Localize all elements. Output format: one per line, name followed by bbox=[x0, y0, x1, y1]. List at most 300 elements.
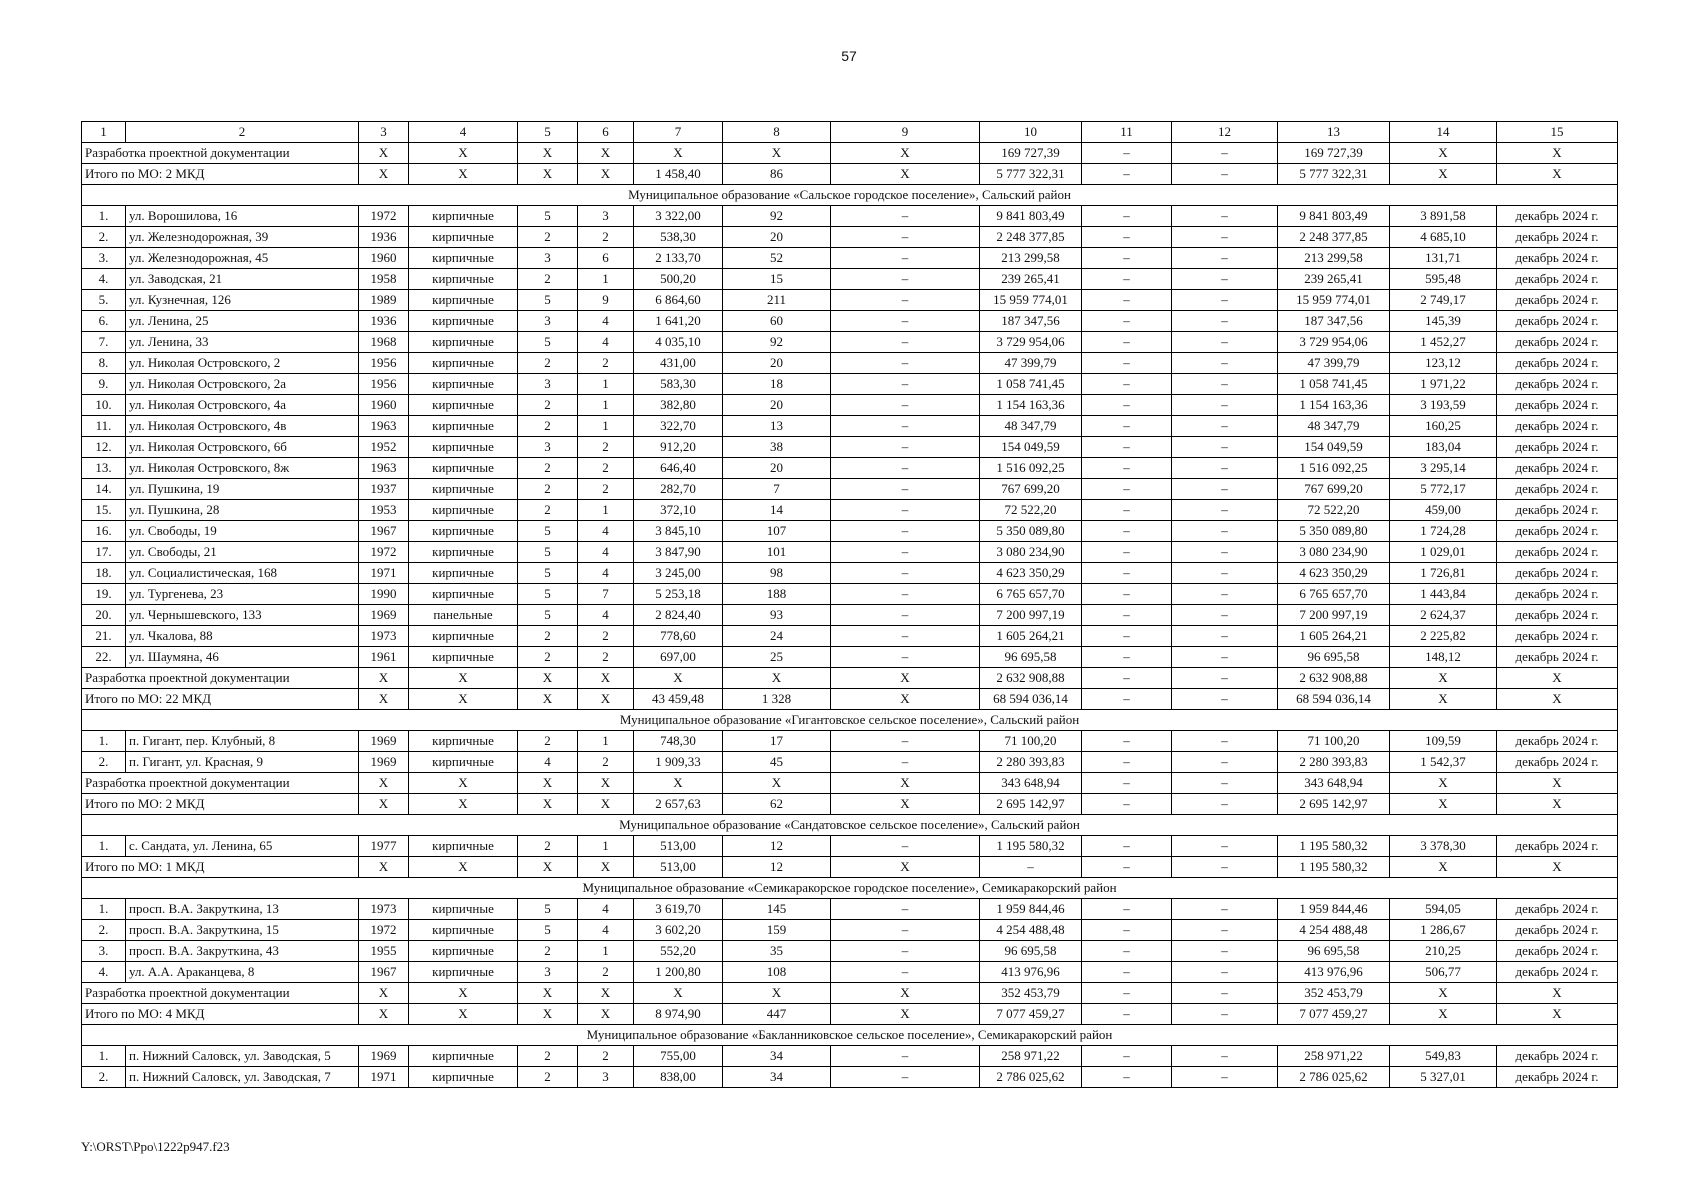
data-cell: 1972 bbox=[359, 206, 409, 227]
summary-cell: 2 695 142,97 bbox=[1278, 794, 1390, 815]
table-row bbox=[82, 290, 1618, 311]
summary-label: Итого по МО: 2 МКД bbox=[82, 164, 359, 185]
data-cell: 2 bbox=[578, 962, 634, 983]
data-cell: 382,80 bbox=[634, 395, 723, 416]
summary-row bbox=[82, 857, 1618, 878]
data-cell: – bbox=[831, 626, 980, 647]
column-number-cell: 3 bbox=[359, 122, 409, 143]
data-cell: – bbox=[1172, 290, 1278, 311]
summary-cell: 43 459,48 bbox=[634, 689, 723, 710]
summary-cell: X bbox=[359, 983, 409, 1004]
data-cell: – bbox=[1082, 311, 1172, 332]
data-cell: 15. bbox=[82, 500, 126, 521]
data-cell: – bbox=[831, 941, 980, 962]
table-row bbox=[82, 836, 1618, 857]
summary-cell: – bbox=[1082, 164, 1172, 185]
data-cell: декабрь 2024 г. bbox=[1497, 416, 1618, 437]
data-cell: 1972 bbox=[359, 542, 409, 563]
data-cell: 5 253,18 bbox=[634, 584, 723, 605]
data-cell: 35 bbox=[723, 941, 831, 962]
table-row bbox=[82, 752, 1618, 773]
data-cell: 1 605 264,21 bbox=[980, 626, 1082, 647]
municipality-section-row bbox=[82, 710, 1618, 731]
data-cell: 4 bbox=[578, 899, 634, 920]
data-cell: кирпичные bbox=[409, 584, 518, 605]
summary-cell: X bbox=[1497, 983, 1618, 1004]
address-cell: ул. Социалистическая, 168 bbox=[126, 563, 359, 584]
summary-row bbox=[82, 983, 1618, 1004]
data-cell: 6. bbox=[82, 311, 126, 332]
data-cell: 2 824,40 bbox=[634, 605, 723, 626]
data-cell: 322,70 bbox=[634, 416, 723, 437]
data-cell: – bbox=[1172, 458, 1278, 479]
table-row bbox=[82, 941, 1618, 962]
data-cell: – bbox=[831, 962, 980, 983]
data-cell: – bbox=[1172, 584, 1278, 605]
data-cell: – bbox=[1172, 416, 1278, 437]
data-cell: – bbox=[831, 311, 980, 332]
data-cell: – bbox=[1172, 311, 1278, 332]
data-cell: 1960 bbox=[359, 395, 409, 416]
summary-cell: X bbox=[831, 143, 980, 164]
data-cell: 2 bbox=[518, 500, 578, 521]
data-cell: 2 749,17 bbox=[1390, 290, 1497, 311]
data-cell: 2 bbox=[518, 1067, 578, 1088]
section-title: Муниципальное образование «Сальское городское поселение», Сальский район bbox=[82, 185, 1618, 206]
summary-cell: 68 594 036,14 bbox=[1278, 689, 1390, 710]
data-cell: 1 029,01 bbox=[1390, 542, 1497, 563]
data-cell: 755,00 bbox=[634, 1046, 723, 1067]
data-cell: кирпичные bbox=[409, 1046, 518, 1067]
data-cell: – bbox=[1082, 353, 1172, 374]
data-cell: 1952 bbox=[359, 437, 409, 458]
data-cell: кирпичные bbox=[409, 752, 518, 773]
data-cell: 96 695,58 bbox=[1278, 941, 1390, 962]
table-row bbox=[82, 899, 1618, 920]
data-cell: 96 695,58 bbox=[980, 647, 1082, 668]
data-cell: 18. bbox=[82, 563, 126, 584]
data-cell: 2 bbox=[578, 353, 634, 374]
data-cell: декабрь 2024 г. bbox=[1497, 605, 1618, 626]
data-cell: панельные bbox=[409, 605, 518, 626]
summary-cell: – bbox=[1082, 143, 1172, 164]
data-cell: декабрь 2024 г. bbox=[1497, 437, 1618, 458]
summary-cell: – bbox=[1082, 668, 1172, 689]
data-cell: 1968 bbox=[359, 332, 409, 353]
address-cell: ул. Николая Островского, 2а bbox=[126, 374, 359, 395]
summary-cell: X bbox=[1390, 857, 1497, 878]
summary-cell: X bbox=[359, 857, 409, 878]
data-cell: 213 299,58 bbox=[980, 248, 1082, 269]
summary-cell: X bbox=[1390, 143, 1497, 164]
data-cell: кирпичные bbox=[409, 353, 518, 374]
data-cell: – bbox=[831, 920, 980, 941]
summary-cell: X bbox=[359, 773, 409, 794]
data-cell: 210,25 bbox=[1390, 941, 1497, 962]
data-cell: – bbox=[1172, 332, 1278, 353]
summary-label: Разработка проектной документации bbox=[82, 668, 359, 689]
data-cell: – bbox=[1172, 500, 1278, 521]
data-cell: – bbox=[1172, 941, 1278, 962]
data-cell: декабрь 2024 г. bbox=[1497, 941, 1618, 962]
data-cell: 239 265,41 bbox=[1278, 269, 1390, 290]
data-cell: – bbox=[831, 899, 980, 920]
summary-cell: 513,00 bbox=[634, 857, 723, 878]
data-cell: – bbox=[831, 1067, 980, 1088]
data-cell: 20 bbox=[723, 227, 831, 248]
data-cell: 1 959 844,46 bbox=[1278, 899, 1390, 920]
data-cell: декабрь 2024 г. bbox=[1497, 206, 1618, 227]
summary-cell: 352 453,79 bbox=[1278, 983, 1390, 1004]
data-cell: 2 bbox=[518, 227, 578, 248]
data-cell: декабрь 2024 г. bbox=[1497, 500, 1618, 521]
data-cell: – bbox=[831, 731, 980, 752]
summary-label: Разработка проектной документации bbox=[82, 143, 359, 164]
data-cell: 4 bbox=[578, 563, 634, 584]
data-cell: 1967 bbox=[359, 962, 409, 983]
data-cell: 213 299,58 bbox=[1278, 248, 1390, 269]
data-cell: 9. bbox=[82, 374, 126, 395]
column-number-cell: 14 bbox=[1390, 122, 1497, 143]
data-cell: 101 bbox=[723, 542, 831, 563]
data-cell: 538,30 bbox=[634, 227, 723, 248]
data-cell: декабрь 2024 г. bbox=[1497, 1067, 1618, 1088]
data-cell: – bbox=[831, 353, 980, 374]
summary-cell: X bbox=[578, 773, 634, 794]
data-cell: 5. bbox=[82, 290, 126, 311]
data-cell: 3 193,59 bbox=[1390, 395, 1497, 416]
summary-cell: 1 458,40 bbox=[634, 164, 723, 185]
summary-cell: X bbox=[1390, 689, 1497, 710]
summary-cell: X bbox=[409, 1004, 518, 1025]
data-cell: 5 327,01 bbox=[1390, 1067, 1497, 1088]
summary-cell: 2 632 908,88 bbox=[980, 668, 1082, 689]
data-cell: 3 080 234,90 bbox=[1278, 542, 1390, 563]
data-cell: – bbox=[831, 416, 980, 437]
data-cell: 1936 bbox=[359, 227, 409, 248]
data-cell: 2 bbox=[578, 647, 634, 668]
data-cell: кирпичные bbox=[409, 563, 518, 584]
data-cell: 413 976,96 bbox=[980, 962, 1082, 983]
data-cell: 15 bbox=[723, 269, 831, 290]
data-cell: 24 bbox=[723, 626, 831, 647]
data-cell: 1. bbox=[82, 899, 126, 920]
summary-cell: X bbox=[1390, 668, 1497, 689]
data-cell: 552,20 bbox=[634, 941, 723, 962]
data-cell: – bbox=[831, 206, 980, 227]
summary-row bbox=[82, 164, 1618, 185]
summary-cell: X bbox=[1390, 1004, 1497, 1025]
summary-cell: X bbox=[409, 857, 518, 878]
data-cell: 3 378,30 bbox=[1390, 836, 1497, 857]
data-cell: – bbox=[1172, 563, 1278, 584]
data-cell: – bbox=[1082, 920, 1172, 941]
summary-cell: X bbox=[831, 164, 980, 185]
data-cell: 96 695,58 bbox=[1278, 647, 1390, 668]
data-cell: – bbox=[1082, 962, 1172, 983]
summary-cell: X bbox=[518, 794, 578, 815]
data-cell: кирпичные bbox=[409, 920, 518, 941]
summary-label: Итого по МО: 2 МКД bbox=[82, 794, 359, 815]
data-cell: 2 bbox=[578, 458, 634, 479]
data-cell: 10. bbox=[82, 395, 126, 416]
data-cell: – bbox=[1172, 647, 1278, 668]
summary-cell: X bbox=[409, 689, 518, 710]
summary-label: Разработка проектной документации bbox=[82, 773, 359, 794]
municipality-section-row bbox=[82, 815, 1618, 836]
data-cell: 2 624,37 bbox=[1390, 605, 1497, 626]
address-cell: ул. Свободы, 19 bbox=[126, 521, 359, 542]
address-cell: ул. Кузнечная, 126 bbox=[126, 290, 359, 311]
data-cell: 19. bbox=[82, 584, 126, 605]
data-cell: декабрь 2024 г. bbox=[1497, 647, 1618, 668]
data-cell: 13 bbox=[723, 416, 831, 437]
data-cell: 1973 bbox=[359, 899, 409, 920]
summary-cell: X bbox=[1390, 773, 1497, 794]
data-cell: – bbox=[831, 437, 980, 458]
municipality-section-row bbox=[82, 1025, 1618, 1046]
summary-cell: X bbox=[1497, 668, 1618, 689]
summary-cell: X bbox=[409, 164, 518, 185]
summary-cell: – bbox=[980, 857, 1082, 878]
data-cell: – bbox=[831, 605, 980, 626]
summary-cell: X bbox=[409, 668, 518, 689]
address-cell: ул. Шаумяна, 46 bbox=[126, 647, 359, 668]
data-cell: 1 bbox=[578, 269, 634, 290]
page-number: 57 bbox=[841, 48, 857, 64]
data-cell: – bbox=[1172, 374, 1278, 395]
data-cell: кирпичные bbox=[409, 374, 518, 395]
data-cell: 2 786 025,62 bbox=[1278, 1067, 1390, 1088]
data-cell: 15 959 774,01 bbox=[1278, 290, 1390, 311]
data-cell: декабрь 2024 г. bbox=[1497, 311, 1618, 332]
data-cell: 2. bbox=[82, 752, 126, 773]
column-number-cell: 11 bbox=[1082, 122, 1172, 143]
data-cell: – bbox=[1172, 248, 1278, 269]
data-cell: кирпичные bbox=[409, 899, 518, 920]
table-row bbox=[82, 521, 1618, 542]
data-cell: 2 bbox=[518, 416, 578, 437]
data-cell: 14 bbox=[723, 500, 831, 521]
data-cell: – bbox=[1082, 206, 1172, 227]
summary-cell: X bbox=[1497, 1004, 1618, 1025]
data-cell: 413 976,96 bbox=[1278, 962, 1390, 983]
data-cell: 20 bbox=[723, 458, 831, 479]
table-row bbox=[82, 1046, 1618, 1067]
data-cell: 1 bbox=[578, 941, 634, 962]
data-cell: 2 bbox=[578, 437, 634, 458]
data-cell: 160,25 bbox=[1390, 416, 1497, 437]
summary-cell: X bbox=[634, 983, 723, 1004]
data-cell: 2 bbox=[578, 752, 634, 773]
summary-cell: X bbox=[409, 143, 518, 164]
summary-cell: 352 453,79 bbox=[980, 983, 1082, 1004]
summary-cell: X bbox=[518, 689, 578, 710]
data-cell: 3 847,90 bbox=[634, 542, 723, 563]
data-cell: 211 bbox=[723, 290, 831, 311]
data-cell: – bbox=[1082, 731, 1172, 752]
table-row bbox=[82, 248, 1618, 269]
data-cell: 96 695,58 bbox=[980, 941, 1082, 962]
summary-cell: X bbox=[723, 143, 831, 164]
data-cell: 1967 bbox=[359, 521, 409, 542]
data-cell: 154 049,59 bbox=[1278, 437, 1390, 458]
data-cell: 2 bbox=[518, 269, 578, 290]
data-cell: – bbox=[1082, 1046, 1172, 1067]
data-cell: 3 891,58 bbox=[1390, 206, 1497, 227]
data-cell: – bbox=[1172, 521, 1278, 542]
data-cell: кирпичные bbox=[409, 962, 518, 983]
address-cell: ул. Николая Островского, 4а bbox=[126, 395, 359, 416]
data-cell: 4. bbox=[82, 269, 126, 290]
data-cell: 2 bbox=[578, 1046, 634, 1067]
summary-cell: X bbox=[1497, 689, 1618, 710]
data-cell: 3 bbox=[518, 248, 578, 269]
data-cell: 1989 bbox=[359, 290, 409, 311]
data-cell: – bbox=[1172, 836, 1278, 857]
data-cell: 5 bbox=[518, 563, 578, 584]
data-cell: 5 772,17 bbox=[1390, 479, 1497, 500]
summary-cell: X bbox=[409, 773, 518, 794]
data-cell: 2 280 393,83 bbox=[1278, 752, 1390, 773]
data-cell: 14. bbox=[82, 479, 126, 500]
data-cell: 2 bbox=[518, 458, 578, 479]
summary-cell: X bbox=[359, 668, 409, 689]
summary-cell: X bbox=[634, 143, 723, 164]
table-row bbox=[82, 605, 1618, 626]
data-cell: – bbox=[1082, 752, 1172, 773]
data-cell: – bbox=[1172, 920, 1278, 941]
table-row bbox=[82, 479, 1618, 500]
data-cell: 71 100,20 bbox=[980, 731, 1082, 752]
data-cell: 1 516 092,25 bbox=[980, 458, 1082, 479]
address-cell: ул. Пушкина, 28 bbox=[126, 500, 359, 521]
table-row bbox=[82, 647, 1618, 668]
data-cell: – bbox=[1082, 1067, 1172, 1088]
table-row bbox=[82, 206, 1618, 227]
data-cell: декабрь 2024 г. bbox=[1497, 920, 1618, 941]
data-cell: 7. bbox=[82, 332, 126, 353]
data-cell: – bbox=[1082, 332, 1172, 353]
address-cell: ул. Николая Островского, 2 bbox=[126, 353, 359, 374]
summary-cell: X bbox=[1390, 983, 1497, 1004]
summary-cell: 7 077 459,27 bbox=[980, 1004, 1082, 1025]
data-cell: 2 bbox=[578, 227, 634, 248]
data-cell: – bbox=[1172, 437, 1278, 458]
data-cell: 5 bbox=[518, 206, 578, 227]
data-cell: 2. bbox=[82, 227, 126, 248]
summary-cell: 8 974,90 bbox=[634, 1004, 723, 1025]
column-number-cell: 15 bbox=[1497, 122, 1618, 143]
data-cell: 3 bbox=[518, 962, 578, 983]
summary-cell: 5 777 322,31 bbox=[980, 164, 1082, 185]
table-row bbox=[82, 269, 1618, 290]
data-cell: 1 959 844,46 bbox=[980, 899, 1082, 920]
data-cell: 3. bbox=[82, 248, 126, 269]
summary-cell: X bbox=[634, 668, 723, 689]
data-cell: кирпичные bbox=[409, 269, 518, 290]
summary-cell: X bbox=[831, 983, 980, 1004]
data-cell: 1963 bbox=[359, 416, 409, 437]
data-cell: 5 350 089,80 bbox=[980, 521, 1082, 542]
data-cell: 3 bbox=[578, 206, 634, 227]
summary-cell: X bbox=[359, 689, 409, 710]
data-cell: 3 729 954,06 bbox=[980, 332, 1082, 353]
data-cell: – bbox=[1082, 437, 1172, 458]
data-cell: 1 154 163,36 bbox=[1278, 395, 1390, 416]
data-cell: 1 542,37 bbox=[1390, 752, 1497, 773]
summary-cell: X bbox=[578, 983, 634, 1004]
summary-cell: X bbox=[578, 689, 634, 710]
data-cell: 21. bbox=[82, 626, 126, 647]
summary-cell: 343 648,94 bbox=[980, 773, 1082, 794]
data-cell: 258 971,22 bbox=[1278, 1046, 1390, 1067]
summary-cell: – bbox=[1172, 668, 1278, 689]
table-row bbox=[82, 584, 1618, 605]
table-row bbox=[82, 332, 1618, 353]
data-cell: 1 443,84 bbox=[1390, 584, 1497, 605]
data-cell: 9 841 803,49 bbox=[1278, 206, 1390, 227]
data-cell: 34 bbox=[723, 1067, 831, 1088]
summary-cell: – bbox=[1172, 794, 1278, 815]
data-cell: 258 971,22 bbox=[980, 1046, 1082, 1067]
data-cell: 3 bbox=[518, 437, 578, 458]
data-cell: – bbox=[1172, 227, 1278, 248]
summary-cell: 169 727,39 bbox=[1278, 143, 1390, 164]
summary-cell: X bbox=[359, 1004, 409, 1025]
table-row bbox=[82, 458, 1618, 479]
address-cell: ул. Николая Островского, 8ж bbox=[126, 458, 359, 479]
data-cell: 1 bbox=[578, 416, 634, 437]
address-cell: ул. Заводская, 21 bbox=[126, 269, 359, 290]
data-cell: – bbox=[831, 500, 980, 521]
data-cell: 1 909,33 bbox=[634, 752, 723, 773]
address-cell: п. Гигант, ул. Красная, 9 bbox=[126, 752, 359, 773]
data-cell: 1 bbox=[578, 374, 634, 395]
data-cell: – bbox=[1172, 626, 1278, 647]
summary-cell: 2 695 142,97 bbox=[980, 794, 1082, 815]
data-cell: 38 bbox=[723, 437, 831, 458]
data-cell: 7 200 997,19 bbox=[1278, 605, 1390, 626]
data-cell: 15 959 774,01 bbox=[980, 290, 1082, 311]
data-cell: 1953 bbox=[359, 500, 409, 521]
data-cell: 1 605 264,21 bbox=[1278, 626, 1390, 647]
data-cell: – bbox=[1172, 731, 1278, 752]
summary-cell: X bbox=[634, 773, 723, 794]
data-cell: 13. bbox=[82, 458, 126, 479]
data-cell: 1963 bbox=[359, 458, 409, 479]
data-cell: – bbox=[1082, 374, 1172, 395]
data-cell: 1969 bbox=[359, 752, 409, 773]
summary-cell: – bbox=[1082, 983, 1172, 1004]
address-cell: просп. В.А. Закруткина, 15 bbox=[126, 920, 359, 941]
address-cell: п. Гигант, пер. Клубный, 8 bbox=[126, 731, 359, 752]
data-cell: – bbox=[1082, 458, 1172, 479]
data-cell: 1 200,80 bbox=[634, 962, 723, 983]
summary-cell: X bbox=[578, 1004, 634, 1025]
address-cell: ул. Николая Островского, 6б bbox=[126, 437, 359, 458]
column-number-cell: 4 bbox=[409, 122, 518, 143]
data-cell: 18 bbox=[723, 374, 831, 395]
data-cell: – bbox=[831, 1046, 980, 1067]
data-cell: декабрь 2024 г. bbox=[1497, 542, 1618, 563]
summary-cell: – bbox=[1172, 857, 1278, 878]
data-cell: – bbox=[1082, 605, 1172, 626]
data-cell: 1 bbox=[578, 731, 634, 752]
column-number-cell: 13 bbox=[1278, 122, 1390, 143]
data-cell: – bbox=[831, 647, 980, 668]
table-row bbox=[82, 374, 1618, 395]
